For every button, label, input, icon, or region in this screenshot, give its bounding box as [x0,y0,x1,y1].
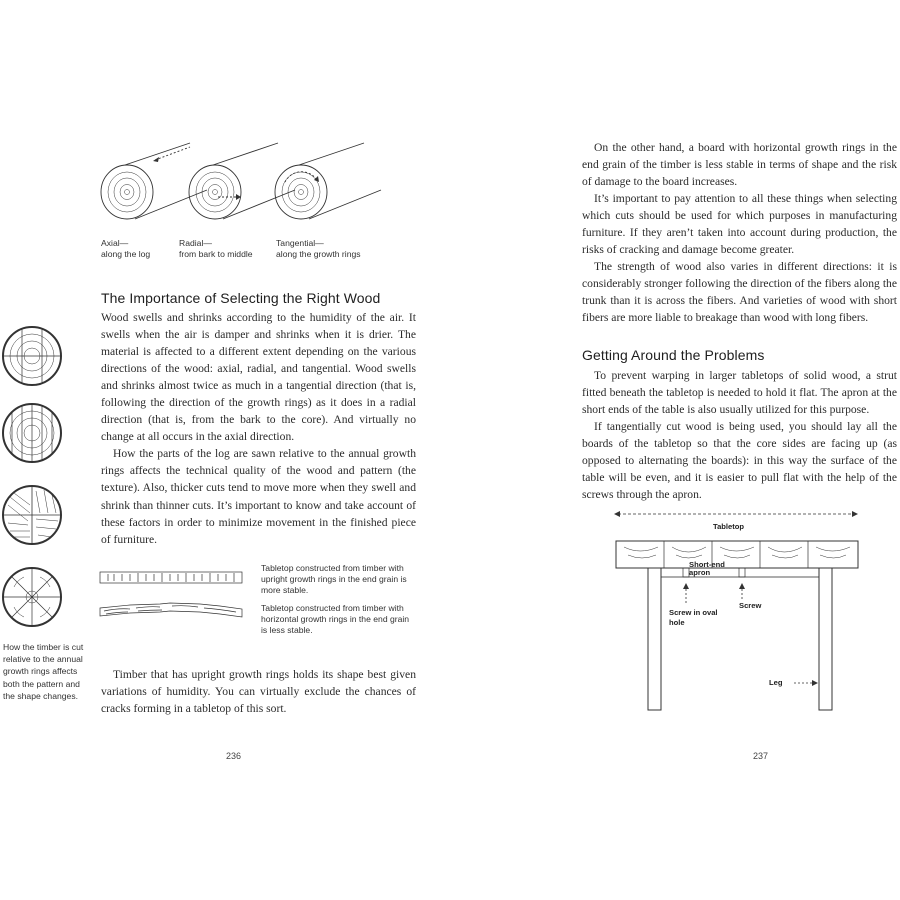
tangential-caption: Tangential— along the growth rings [276,238,361,259]
table-diagram [610,505,870,720]
section-heading: Getting Around the Problems [582,347,765,363]
section-heading: The Importance of Selecting the Right Wood [101,290,381,306]
right-page [450,0,900,900]
paragraph: If tangentially cut wood is being used, you should lay all the boards of the tabletop so that the core sides are facing up (as opposed to alternating the boards): in this way the surface of the table will be even, and it is easier to pull flat with the help of the screws through the apron. [582,420,897,502]
paragraph: To prevent warping in larger tabletops of solid wood, a strut fitted beneath the tabletop is needed to hold it flat. The apron at the short ends of the table is also usually utilized for this purpose. [582,369,897,417]
screw-label: Screw [739,601,762,610]
paragraph: The strength of wood also varies in different directions: it is considerably stronger following the direction of the fibers along the trunk than it is across the fibers. And varieties of wood with short fibers are more liable to breakage than wood with long fibers. [582,260,897,325]
apron-label: Short-end apron [689,560,725,577]
stable-tabletop-caption: Tabletop constructed from timber with upright growth rings in the end grain is more stable. [261,563,407,595]
tabletop-label: Tabletop [713,522,745,531]
tabletop-illustrations [100,568,245,623]
oval-hole-label: Screw in oval hole [669,608,718,627]
closing-text [101,666,416,717]
paragraph: How the parts of the log are sawn relative to the annual growth rings affects the technical quality of the wood and pattern (the texture). Also, thicker cuts tend to move more when they swell and shrink than thinner cuts. It’s important to know and take account of these factors in order to minimize movement in the finished piece of furniture. [101,447,416,546]
paragraph: On the other hand, a board with horizontal growth rings in the end grain of the timber is less stable in terms of shape and the risk of damage to the board increases. [582,141,897,189]
page-number: 236 [226,751,242,761]
axial-caption: Axial— along the log [101,238,151,259]
unstable-tabletop-caption: Tabletop constructed from timber with horizontal growth rings in the end grain is less stable. [261,603,410,635]
radial-caption: Radial— from bark to middle [179,238,253,259]
body-text [101,309,416,548]
leg-label: Leg [769,678,783,687]
paragraph: Timber that has upright growth rings holds its shape best given variations of humidity. You can virtually exclude the chances of cracks forming in a tabletop of this sort. [101,668,416,716]
body-text [582,139,897,327]
cross-section-illustrations [0,325,70,625]
paragraph: Wood swells and shrinks according to the humidity of the air. It swells when the air is damper and shrinks when it is drier. The material is affected to a different extent depending on the various directions of the wood: axial, radial, and tangential. Wood swells and shrinks almost twice as much in a tangential direction (that is, following the direction of the growth rings) as it does in a radial direction (that is, from the bark to the core). And virtually no change at all occurs in the axial direction. [101,311,416,444]
paragraph: It’s important to pay attention to all these things when selecting which cuts should be used for which purposes in manufacturing furniture. If they aren’t taken into account during production, the risks of cracking and damage become greater. [582,192,897,257]
log-direction-illustration [95,135,395,235]
cross-section-caption: How the timber is cut relative to the annual growth rings affects both the pattern and the shape changes. [3,642,84,701]
page-number: 237 [753,751,769,761]
body-text [582,367,897,503]
